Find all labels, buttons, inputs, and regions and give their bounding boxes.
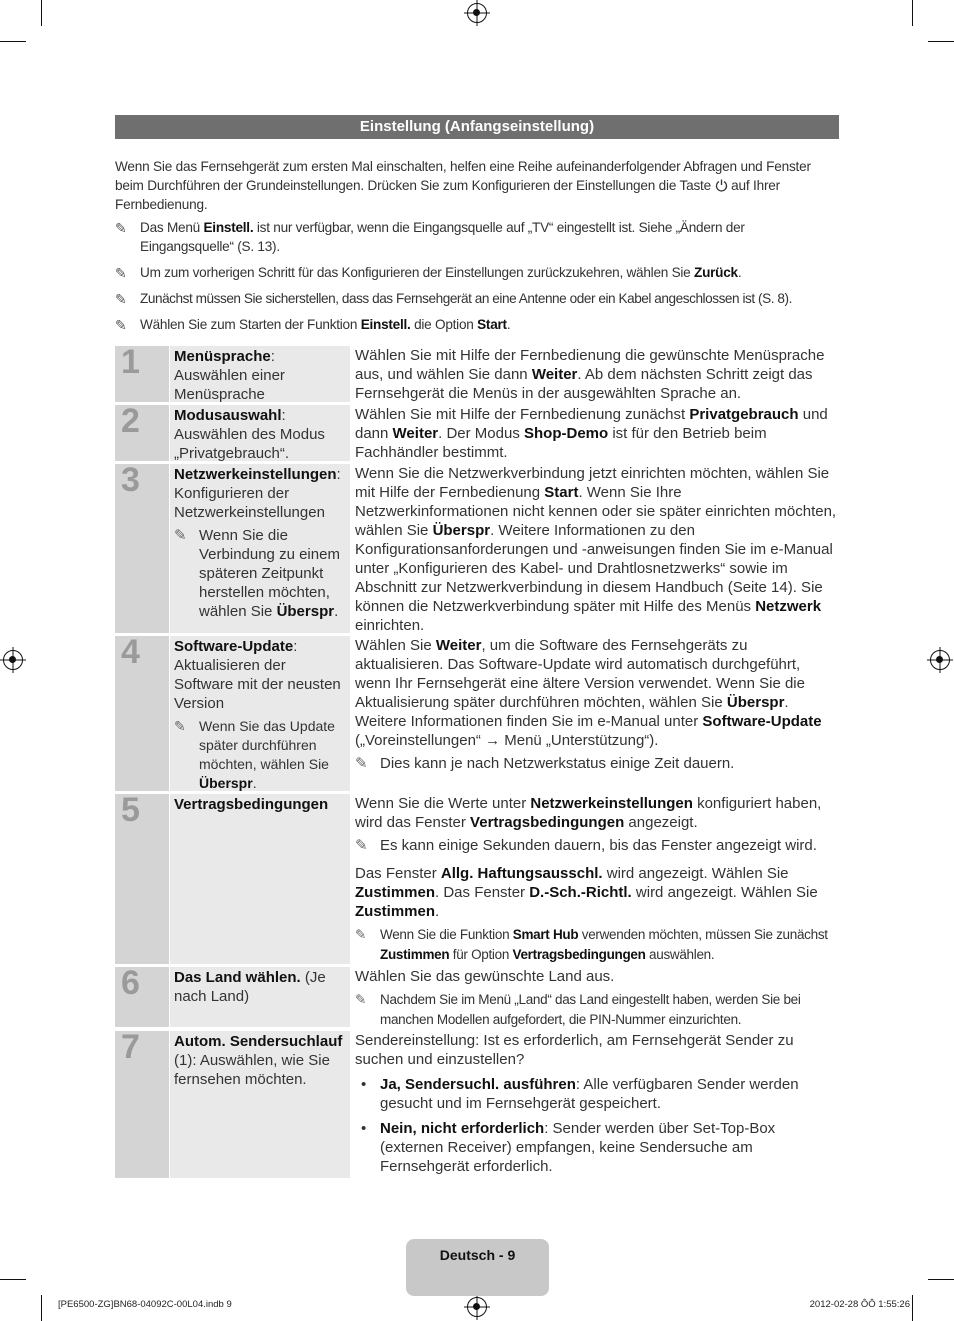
note-item: ✎ Wählen Sie zum Starten der Funktion Einstell. die Option Start. <box>115 317 511 333</box>
pencil-note-icon: ✎ <box>355 992 367 1007</box>
step-number-cell <box>115 461 169 633</box>
step-note: ✎ Wenn Sie das Update später durchführen möchten, wählen Sie Überspr. <box>174 718 335 791</box>
step-description: Wählen Sie das gewünschte Land aus. ✎ Nachdem Sie im Menü „Land“ das Land eingestellt haben, werden Sie bei manchen Modellen aufgefordert, die PIN-Nummer einzurichten. <box>355 967 839 1029</box>
step-number-cell <box>115 964 169 1027</box>
step-number: 4 <box>121 633 140 671</box>
step-label-cell: Autom. Sendersuchlauf (1): Auswählen, wie Sie fernsehen möchten. <box>170 1031 350 1178</box>
step-number-cell <box>115 791 169 964</box>
step-description: Wählen Sie mit Hilfe der Fernbedienung die gewünschte Menüsprache aus, und wählen Sie dann Weiter. Ab dem nächsten Schritt zeigt das Fernsehgerät die Menüs in der ausgewählten Sprache an. <box>355 347 825 402</box>
step-row <box>115 1028 839 1178</box>
step-number-cell <box>115 343 169 402</box>
pencil-note-icon: ✎ <box>355 837 368 854</box>
intro-paragraph: Wenn Sie das Fernsehgerät zum ersten Mal einschalten, helfen eine Reihe aufeinanderfolgender Abfragen und Fenster beim Durchführen der Grundeinstellungen. Drücken Sie zum Konfigurieren der Einstellungen die Taste auf Ihrer Fernbedienung. <box>115 159 811 212</box>
print-file-info: [PE6500-ZG]BN68-04092C-00L04.indb 9 <box>58 1299 232 1310</box>
step-note: ✎ Nachdem Sie im Menü „Land“ das Land eingestellt haben, werden Sie bei manchen Modellen aufgefordert, die PIN-Nummer einzurichten. <box>355 992 801 1027</box>
registration-mark-icon <box>930 650 950 670</box>
step-row <box>115 791 839 964</box>
step-number: 3 <box>121 461 140 499</box>
pencil-note-icon: ✎ <box>355 755 368 772</box>
step-note: ✎ Wenn Sie die Verbindung zu einem späteren Zeitpunkt herstellen möchten, wählen Sie Überspr. <box>174 527 340 620</box>
step-number: 5 <box>121 791 140 829</box>
section-title: Einstellung (Anfangseinstellung) <box>115 115 839 139</box>
note-item: ✎ Das Menü Einstell. ist nur verfügbar, wenn die Eingangsquelle auf „TV“ eingestellt ist. Siehe „Ändern der Eingangsquelle“ (S. 13). <box>115 220 745 254</box>
step-description: Wenn Sie die Werte unter Netzwerkeinstellungen konfiguriert haben, wird das Fenster Vertragsbedingungen angezeigt. ✎ Es kann einige Sekunden dauern, bis das Fenster angezeigt wird. Das Fenster Allg. Haftungsausschl. wird angezeigt. Wählen Sie Zustimmen. Das Fenster D.-Sch.-Richtl. wird angezeigt. Wählen Sie Zustimmen. ✎ Wenn Sie die Funktion Smart Hub verwenden möchten, müssen Sie zunächst Zustimmen für Option Vertragsbedingungen auswählen. <box>355 794 839 964</box>
power-icon <box>715 178 728 191</box>
step-number: 2 <box>121 402 140 440</box>
step-number-cell <box>115 633 169 791</box>
step-description: Wählen Sie Weiter, um die Software des Fernsehgeräts zu aktualisieren. Das Software-Update wird automatisch durchgeführt, wenn Ihr Fernsehgerät eine ältere Version verwendet. Wenn Sie die Aktualisierung später durchführen möchten, wählen Sie Überspr. Weitere Informationen finden Sie im e-Manual unter Software-Update („Voreinstellungen“ → Menü „Unterstützung“). ✎ Dies kann je nach Netzwerkstatus einige Zeit dauern. <box>355 636 839 773</box>
step-label-cell: Das Land wählen. (Je nach Land) <box>170 967 350 1027</box>
step-row <box>115 402 839 462</box>
registration-mark-icon <box>3 650 23 670</box>
step-label-cell: Software-Update: Aktualisieren der Software mit der neusten Version ✎ Wenn Sie das Update später durchführen möchten, wählen Sie Überspr. <box>170 636 350 791</box>
step-note: ✎ Wenn Sie die Funktion Smart Hub verwenden möchten, müssen Sie zunächst Zustimmen für Option Vertragsbedingungen auswählen. <box>355 927 828 962</box>
note-item: ✎ Zunächst müssen Sie sicherstellen, dass das Fernsehgerät an eine Antenne oder ein Kabel angeschlossen ist (S. 8). <box>115 291 792 307</box>
step-label-cell: Vertragsbedingungen <box>170 794 350 964</box>
step-number-cell <box>115 1028 169 1178</box>
step-number-cell <box>115 402 169 461</box>
step-row <box>115 964 839 1027</box>
list-item: • Nein, nicht erforderlich: Sender werden über Set-Top-Box (externen Receiver) empfangen, keine Sendersuche am Fernsehgerät erforderlich. <box>355 1119 839 1176</box>
crop-mark <box>0 1279 26 1280</box>
registration-mark-icon <box>467 3 487 23</box>
step-row <box>115 633 839 791</box>
step-label-cell: Netzwerkeinstellungen: Konfigurieren der Netzwerkeinstellungen ✎ Wenn Sie die Verbindung zu einem späteren Zeitpunkt herstellen möchten, wählen Sie Überspr. <box>170 464 350 633</box>
registration-mark-icon <box>467 1297 487 1317</box>
step-label-cell: Menüsprache: Auswählen einer Menüsprache <box>170 346 350 402</box>
note-item: ✎ Um zum vorherigen Schritt für das Konfigurieren der Einstellungen zurückzukehren, wählen Sie Zurück. <box>115 265 742 281</box>
step-row <box>115 343 839 403</box>
pencil-note-icon: ✎ <box>115 317 127 333</box>
step-description: Wenn Sie die Netzwerkverbindung jetzt einrichten möchten, wählen Sie mit Hilfe der Fernbedienung Start. Wenn Sie Ihre Netzwerkinformationen nicht kennen oder sie später einrichten möchten, wählen Sie Überspr. Weitere Informationen zu den Konfigurationsanforderungen und -anweisungen finden Sie im e-Manual unter „Konfigurieren des Kabel- und Drahtlosnetzwerks“ sowie im Abschnitt zur Netzwerkverbindung in diesem Handbuch (Seite 14). Sie können die Netzwerkverbindung später mit Hilfe des Menüs Netzwerk einrichten. <box>355 465 837 634</box>
pencil-note-icon: ✎ <box>115 220 127 236</box>
crop-mark <box>0 41 26 42</box>
crop-mark <box>928 1279 954 1280</box>
pencil-note-icon: ✎ <box>355 927 367 942</box>
step-paragraph: Das Fenster Allg. Haftungsausschl. wird angezeigt. Wählen Sie Zustimmen. Das Fenster D.-Sch.-Richtl. wird angezeigt. Wählen Sie Zustimmen. <box>355 865 818 920</box>
step-description: Wählen Sie mit Hilfe der Fernbedienung zunächst Privatgebrauch und dann Weiter. Der Modus Shop-Demo ist für den Betrieb beim Fachhändler bestimmt. <box>355 406 828 461</box>
step-description: Sendereinstellung: Ist es erforderlich, am Fernsehgerät Sender zu suchen und einzustellen? • Ja, Sendersuchl. ausführen: Alle verfügbaren Sender werden gesucht und im Fernsehgerät gespeichert. • Nein, nicht erforderlich: Sender werden über Set-Top-Box (externen Receiver) empfangen, keine Sendersuche am Fernsehgerät erforderlich. <box>355 1031 839 1176</box>
step-note: ✎ Dies kann je nach Netzwerkstatus einige Zeit dauern. <box>355 755 735 772</box>
step-label-cell: Modusauswahl: Auswählen des Modus „Privatgebrauch“. <box>170 405 350 461</box>
step-row <box>115 461 839 634</box>
step-note: ✎ Es kann einige Sekunden dauern, bis das Fenster angezeigt wird. <box>355 837 817 854</box>
step-number: 6 <box>121 964 140 1002</box>
pencil-note-icon: ✎ <box>174 527 187 544</box>
page-number: Deutsch - 9 <box>439 1247 516 1263</box>
step-number: 7 <box>121 1028 140 1066</box>
pencil-note-icon: ✎ <box>115 265 127 281</box>
pencil-note-icon: ✎ <box>174 718 186 734</box>
crop-mark <box>912 0 913 26</box>
pencil-note-icon: ✎ <box>115 291 127 307</box>
list-item: • Ja, Sendersuchl. ausführen: Alle verfügbaren Sender werden gesucht und im Fernsehgerät gespeichert. <box>355 1075 839 1113</box>
crop-mark <box>928 41 954 42</box>
crop-mark <box>41 1295 42 1321</box>
print-date-info: 2012-02-28 ÔÔ 1:55:26 <box>809 1299 910 1310</box>
crop-mark <box>912 1295 913 1321</box>
crop-mark <box>41 0 42 26</box>
step-number: 1 <box>121 343 140 381</box>
